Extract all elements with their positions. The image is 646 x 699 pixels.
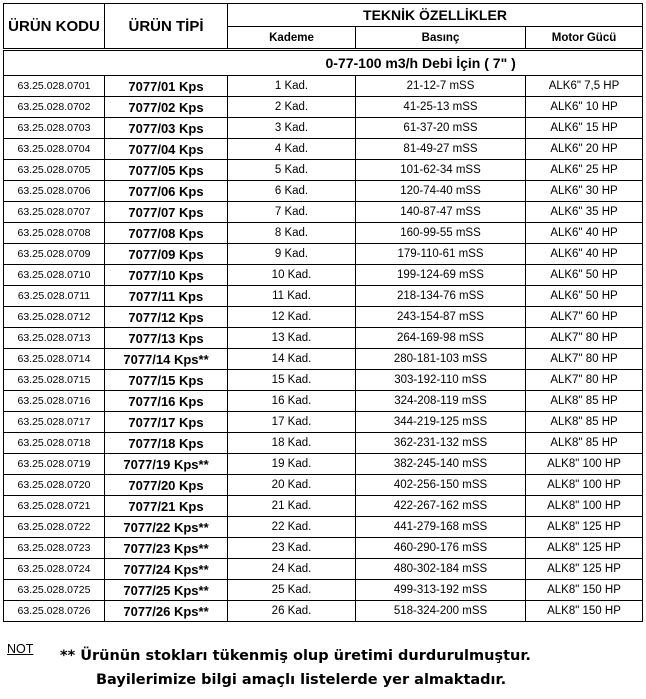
stage-cell: 12 Kad. bbox=[228, 307, 356, 328]
stage-cell: 20 Kad. bbox=[228, 475, 356, 496]
product-code-cell: 63.25.028.0701 bbox=[4, 76, 105, 97]
motor-power-cell: ALK6" 20 HP bbox=[526, 139, 643, 160]
table-row bbox=[4, 454, 643, 475]
table-row bbox=[4, 349, 643, 370]
pressure-cell: 21-12-7 mSS bbox=[356, 76, 526, 97]
product-type-cell: 7077/03 Kps bbox=[105, 118, 228, 139]
product-code-cell: 63.25.028.0725 bbox=[4, 580, 105, 601]
product-type-cell: 7077/21 Kps bbox=[105, 496, 228, 517]
pressure-cell: 81-49-27 mSS bbox=[356, 139, 526, 160]
product-type-cell: 7077/20 Kps bbox=[105, 475, 228, 496]
table-row bbox=[4, 244, 643, 265]
stage-cell: 2 Kad. bbox=[228, 97, 356, 118]
product-type-cell: 7077/22 Kps** bbox=[105, 517, 228, 538]
stage-cell: 10 Kad. bbox=[228, 265, 356, 286]
motor-power-cell: ALK6" 10 HP bbox=[526, 97, 643, 118]
table-row bbox=[4, 601, 643, 622]
stage-cell: 4 Kad. bbox=[228, 139, 356, 160]
motor-power-cell: ALK7" 80 HP bbox=[526, 370, 643, 391]
section-spacer bbox=[4, 51, 228, 76]
table-row bbox=[4, 412, 643, 433]
stage-cell: 21 Kad. bbox=[228, 496, 356, 517]
product-type-cell: 7077/11 Kps bbox=[105, 286, 228, 307]
pressure-cell: 402-256-150 mSS bbox=[356, 475, 526, 496]
motor-power-cell: ALK8" 150 HP bbox=[526, 580, 643, 601]
motor-power-cell: ALK7" 60 HP bbox=[526, 307, 643, 328]
stage-cell: 26 Kad. bbox=[228, 601, 356, 622]
header-stage: Kademe bbox=[228, 27, 356, 49]
product-code-cell: 63.25.028.0715 bbox=[4, 370, 105, 391]
stage-cell: 7 Kad. bbox=[228, 202, 356, 223]
product-code-cell: 63.25.028.0712 bbox=[4, 307, 105, 328]
product-code-cell: 63.25.028.0722 bbox=[4, 517, 105, 538]
table-row bbox=[4, 97, 643, 118]
table-row bbox=[4, 328, 643, 349]
product-code-cell: 63.25.028.0723 bbox=[4, 538, 105, 559]
product-type-cell: 7077/08 Kps bbox=[105, 223, 228, 244]
stage-cell: 3 Kad. bbox=[228, 118, 356, 139]
stage-cell: 23 Kad. bbox=[228, 538, 356, 559]
pressure-cell: 101-62-34 mSS bbox=[356, 160, 526, 181]
pressure-cell: 280-181-103 mSS bbox=[356, 349, 526, 370]
pressure-cell: 324-208-119 mSS bbox=[356, 391, 526, 412]
product-code-cell: 63.25.028.0720 bbox=[4, 475, 105, 496]
product-code-cell: 63.25.028.0706 bbox=[4, 181, 105, 202]
motor-power-cell: ALK8" 85 HP bbox=[526, 433, 643, 454]
pressure-cell: 120-74-40 mSS bbox=[356, 181, 526, 202]
product-type-cell: 7077/12 Kps bbox=[105, 307, 228, 328]
product-type-cell: 7077/07 Kps bbox=[105, 202, 228, 223]
table-row bbox=[4, 496, 643, 517]
stage-cell: 14 Kad. bbox=[228, 349, 356, 370]
section-title: 0-77-100 m3/h Debi İçin ( 7" ) bbox=[228, 51, 643, 76]
note-label: NOT bbox=[7, 642, 34, 656]
product-type-cell: 7077/18 Kps bbox=[105, 433, 228, 454]
motor-power-cell: ALK6" 35 HP bbox=[526, 202, 643, 223]
pressure-cell: 140-87-47 mSS bbox=[356, 202, 526, 223]
product-code-cell: 63.25.028.0718 bbox=[4, 433, 105, 454]
product-type-cell: 7077/16 Kps bbox=[105, 391, 228, 412]
pressure-cell: 518-324-200 mSS bbox=[356, 601, 526, 622]
pressure-cell: 480-302-184 mSS bbox=[356, 559, 526, 580]
stage-cell: 1 Kad. bbox=[228, 76, 356, 97]
note-text bbox=[60, 644, 531, 692]
stage-cell: 24 Kad. bbox=[228, 559, 356, 580]
motor-power-cell: ALK8" 85 HP bbox=[526, 412, 643, 433]
product-code-cell: 63.25.028.0716 bbox=[4, 391, 105, 412]
motor-power-cell: ALK6" 40 HP bbox=[526, 244, 643, 265]
pressure-cell: 382-245-140 mSS bbox=[356, 454, 526, 475]
table-row bbox=[4, 475, 643, 496]
stage-cell: 22 Kad. bbox=[228, 517, 356, 538]
motor-power-cell: ALK6" 15 HP bbox=[526, 118, 643, 139]
product-type-cell: 7077/19 Kps** bbox=[105, 454, 228, 475]
table-row bbox=[4, 118, 643, 139]
product-code-cell: 63.25.028.0717 bbox=[4, 412, 105, 433]
product-type-cell: 7077/26 Kps** bbox=[105, 601, 228, 622]
table-row bbox=[4, 181, 643, 202]
pressure-cell: 441-279-168 mSS bbox=[356, 517, 526, 538]
stage-cell: 6 Kad. bbox=[228, 181, 356, 202]
stage-cell: 9 Kad. bbox=[228, 244, 356, 265]
pressure-cell: 422-267-162 mSS bbox=[356, 496, 526, 517]
product-code-cell: 63.25.028.0709 bbox=[4, 244, 105, 265]
stage-cell: 8 Kad. bbox=[228, 223, 356, 244]
product-type-cell: 7077/10 Kps bbox=[105, 265, 228, 286]
stage-cell: 15 Kad. bbox=[228, 370, 356, 391]
motor-power-cell: ALK6" 30 HP bbox=[526, 181, 643, 202]
table-row bbox=[4, 370, 643, 391]
pressure-cell: 218-134-76 mSS bbox=[356, 286, 526, 307]
stage-cell: 17 Kad. bbox=[228, 412, 356, 433]
product-code-cell: 63.25.028.0708 bbox=[4, 223, 105, 244]
table-row bbox=[4, 76, 643, 97]
header-product-code: ÜRÜN KODU bbox=[4, 4, 105, 49]
product-code-cell: 63.25.028.0710 bbox=[4, 265, 105, 286]
table-row bbox=[4, 433, 643, 454]
product-type-cell: 7077/23 Kps** bbox=[105, 538, 228, 559]
product-type-cell: 7077/01 Kps bbox=[105, 76, 228, 97]
table-row bbox=[4, 265, 643, 286]
product-type-cell: 7077/15 Kps bbox=[105, 370, 228, 391]
product-type-cell: 7077/04 Kps bbox=[105, 139, 228, 160]
table-row bbox=[4, 559, 643, 580]
stage-cell: 13 Kad. bbox=[228, 328, 356, 349]
product-type-cell: 7077/24 Kps** bbox=[105, 559, 228, 580]
product-code-cell: 63.25.028.0721 bbox=[4, 496, 105, 517]
pressure-cell: 160-99-55 mSS bbox=[356, 223, 526, 244]
motor-power-cell: ALK6" 50 HP bbox=[526, 286, 643, 307]
product-code-cell: 63.25.028.0705 bbox=[4, 160, 105, 181]
header-product-type: ÜRÜN TİPİ bbox=[105, 4, 228, 49]
product-type-cell: 7077/14 Kps** bbox=[105, 349, 228, 370]
pressure-cell: 344-219-125 mSS bbox=[356, 412, 526, 433]
motor-power-cell: ALK6" 50 HP bbox=[526, 265, 643, 286]
motor-power-cell: ALK8" 125 HP bbox=[526, 559, 643, 580]
pressure-cell: 499-313-192 mSS bbox=[356, 580, 526, 601]
table-row bbox=[4, 307, 643, 328]
motor-power-cell: ALK7" 80 HP bbox=[526, 328, 643, 349]
motor-power-cell: ALK6" 25 HP bbox=[526, 160, 643, 181]
motor-power-cell: ALK8" 100 HP bbox=[526, 475, 643, 496]
product-type-cell: 7077/25 Kps** bbox=[105, 580, 228, 601]
motor-power-cell: ALK8" 125 HP bbox=[526, 538, 643, 559]
product-type-cell: 7077/02 Kps bbox=[105, 97, 228, 118]
product-code-cell: 63.25.028.0726 bbox=[4, 601, 105, 622]
pressure-cell: 41-25-13 mSS bbox=[356, 97, 526, 118]
motor-power-cell: ALK6" 40 HP bbox=[526, 223, 643, 244]
table-row bbox=[4, 391, 643, 412]
table-row bbox=[4, 160, 643, 181]
product-code-cell: 63.25.028.0702 bbox=[4, 97, 105, 118]
pressure-cell: 303-192-110 mSS bbox=[356, 370, 526, 391]
pressure-cell: 199-124-69 mSS bbox=[356, 265, 526, 286]
motor-power-cell: ALK7" 80 HP bbox=[526, 349, 643, 370]
header-pressure: Basınç bbox=[356, 27, 526, 49]
product-table bbox=[3, 3, 643, 622]
stage-cell: 18 Kad. bbox=[228, 433, 356, 454]
pressure-cell: 264-169-98 mSS bbox=[356, 328, 526, 349]
product-type-cell: 7077/06 Kps bbox=[105, 181, 228, 202]
product-code-cell: 63.25.028.0703 bbox=[4, 118, 105, 139]
motor-power-cell: ALK8" 85 HP bbox=[526, 391, 643, 412]
product-type-cell: 7077/05 Kps bbox=[105, 160, 228, 181]
product-code-cell: 63.25.028.0724 bbox=[4, 559, 105, 580]
product-code-cell: 63.25.028.0713 bbox=[4, 328, 105, 349]
header-motor-power: Motor Gücü bbox=[526, 27, 643, 49]
pressure-cell: 179-110-61 mSS bbox=[356, 244, 526, 265]
product-code-cell: 63.25.028.0719 bbox=[4, 454, 105, 475]
table-row bbox=[4, 580, 643, 601]
stage-cell: 19 Kad. bbox=[228, 454, 356, 475]
product-code-cell: 63.25.028.0707 bbox=[4, 202, 105, 223]
motor-power-cell: ALK8" 100 HP bbox=[526, 454, 643, 475]
product-type-cell: 7077/13 Kps bbox=[105, 328, 228, 349]
pressure-cell: 243-154-87 mSS bbox=[356, 307, 526, 328]
note-line-1: ** Ürünün stokları tükenmiş olup üretimi durdurulmuştur. bbox=[60, 648, 531, 664]
product-code-cell: 63.25.028.0704 bbox=[4, 139, 105, 160]
stage-cell: 25 Kad. bbox=[228, 580, 356, 601]
table-row bbox=[4, 202, 643, 223]
table-row bbox=[4, 139, 643, 160]
stage-cell: 5 Kad. bbox=[228, 160, 356, 181]
header-technical-specs: TEKNİK ÖZELLİKLER bbox=[228, 4, 643, 27]
product-code-cell: 63.25.028.0714 bbox=[4, 349, 105, 370]
stage-cell: 11 Kad. bbox=[228, 286, 356, 307]
motor-power-cell: ALK8" 100 HP bbox=[526, 496, 643, 517]
pressure-cell: 61-37-20 mSS bbox=[356, 118, 526, 139]
table-row bbox=[4, 538, 643, 559]
table-row bbox=[4, 223, 643, 244]
motor-power-cell: ALK6" 7,5 HP bbox=[526, 76, 643, 97]
stage-cell: 16 Kad. bbox=[228, 391, 356, 412]
product-code-cell: 63.25.028.0711 bbox=[4, 286, 105, 307]
motor-power-cell: ALK8" 125 HP bbox=[526, 517, 643, 538]
note-line-2: Bayilerimize bilgi amaçlı listelerde yer almaktadır. bbox=[96, 672, 507, 688]
table-row bbox=[4, 286, 643, 307]
table-row bbox=[4, 517, 643, 538]
pressure-cell: 460-290-176 mSS bbox=[356, 538, 526, 559]
motor-power-cell: ALK8" 150 HP bbox=[526, 601, 643, 622]
product-type-cell: 7077/09 Kps bbox=[105, 244, 228, 265]
product-type-cell: 7077/17 Kps bbox=[105, 412, 228, 433]
pressure-cell: 362-231-132 mSS bbox=[356, 433, 526, 454]
